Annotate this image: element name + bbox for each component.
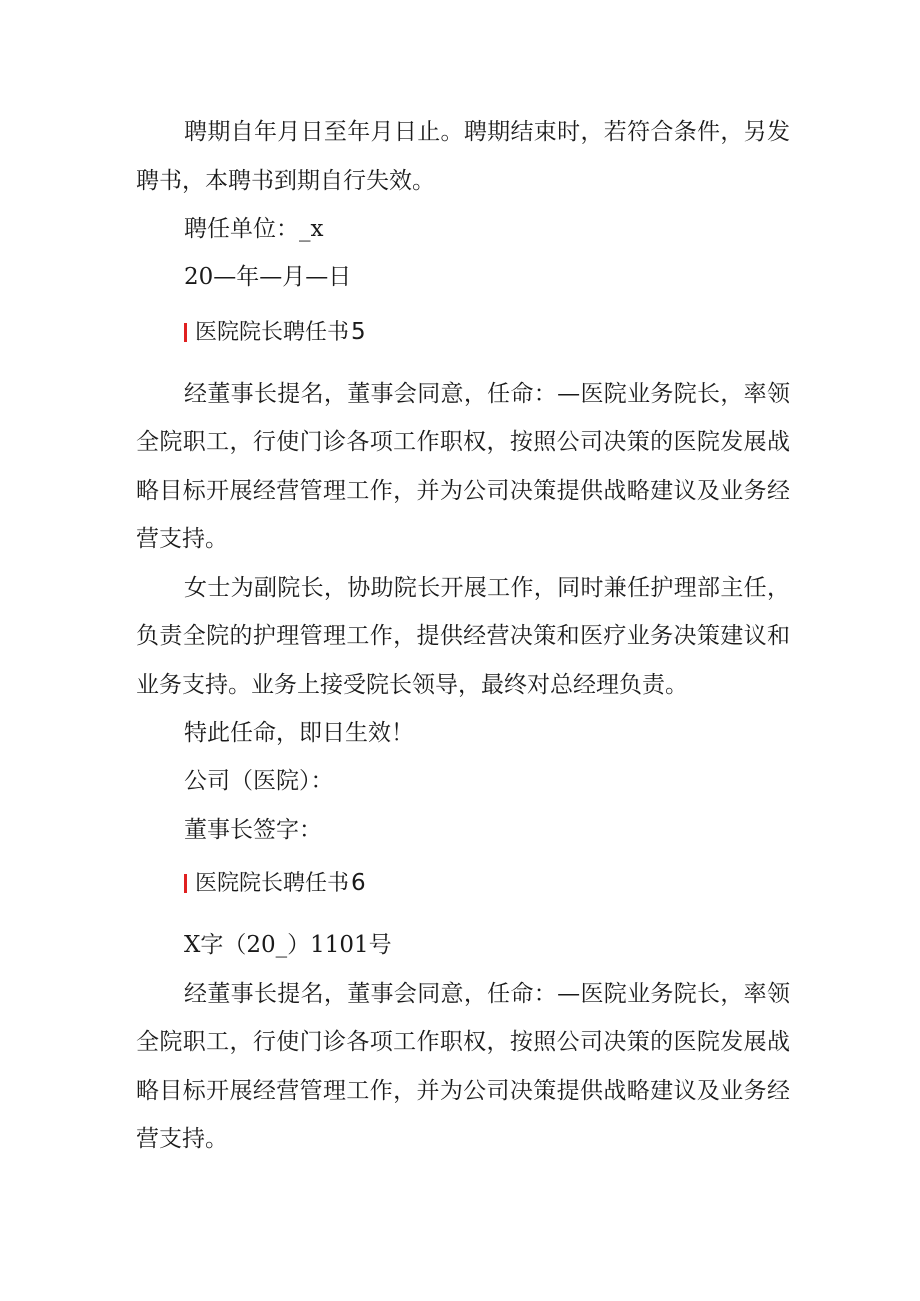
paragraph-line: 略目标开展经营管理工作，并为公司决策提供战略建议及业务经 xyxy=(136,478,790,504)
paragraph-line: 经董事长提名，董事会同意，任命：—医院业务院长，率领 xyxy=(184,981,790,1007)
heading-number: 5 xyxy=(351,319,366,345)
paragraph-line: 聘书，本聘书到期自行失效。 xyxy=(136,168,435,194)
paragraph-line: 全院职工，行使门诊各项工作职权，按照公司决策的医院发展战 xyxy=(136,1029,790,1055)
heading-number: 6 xyxy=(351,870,366,896)
heading-marker-bar xyxy=(184,874,187,893)
paragraph-line: 聘期自年月日至年月日止。聘期结束时，若符合条件，另发 xyxy=(184,119,790,145)
effective-line: 特此任命，即日生效！ xyxy=(184,720,414,746)
paragraph-line: 全院职工，行使门诊各项工作职权，按照公司决策的医院发展战 xyxy=(136,429,790,455)
paragraph-line: 业务支持。业务上接受院长领导，最终对总经理负责。 xyxy=(136,672,688,698)
paragraph-line: 女士为副院长，协助院长开展工作，同时兼任护理部主任， xyxy=(184,575,790,601)
company-line: 公司（医院）： xyxy=(184,768,334,794)
chairman-signature-line: 董事长签字： xyxy=(184,817,322,843)
paragraph-line: 略目标开展经营管理工作，并为公司决策提供战略建议及业务经 xyxy=(136,1078,790,1104)
paragraph-line: 营支持。 xyxy=(136,526,228,552)
employer-line: 聘任单位：_x xyxy=(184,216,324,242)
section-heading-6 xyxy=(184,863,366,903)
reference-number-line: X字（20_）1101号 xyxy=(184,932,392,958)
paragraph-line: 负责全院的护理管理工作，提供经营决策和医疗业务决策建议和 xyxy=(136,623,790,649)
paragraph-line: 营支持。 xyxy=(136,1126,228,1152)
date-line: 20—年—月—日 xyxy=(184,264,352,290)
heading-marker-bar xyxy=(184,323,187,342)
heading-text: 医院院长聘任书 xyxy=(195,871,350,896)
section-heading-5 xyxy=(184,312,366,352)
heading-text: 医院院长聘任书 xyxy=(195,320,350,345)
paragraph-line: 经董事长提名，董事会同意，任命：—医院业务院长，率领 xyxy=(184,381,790,407)
